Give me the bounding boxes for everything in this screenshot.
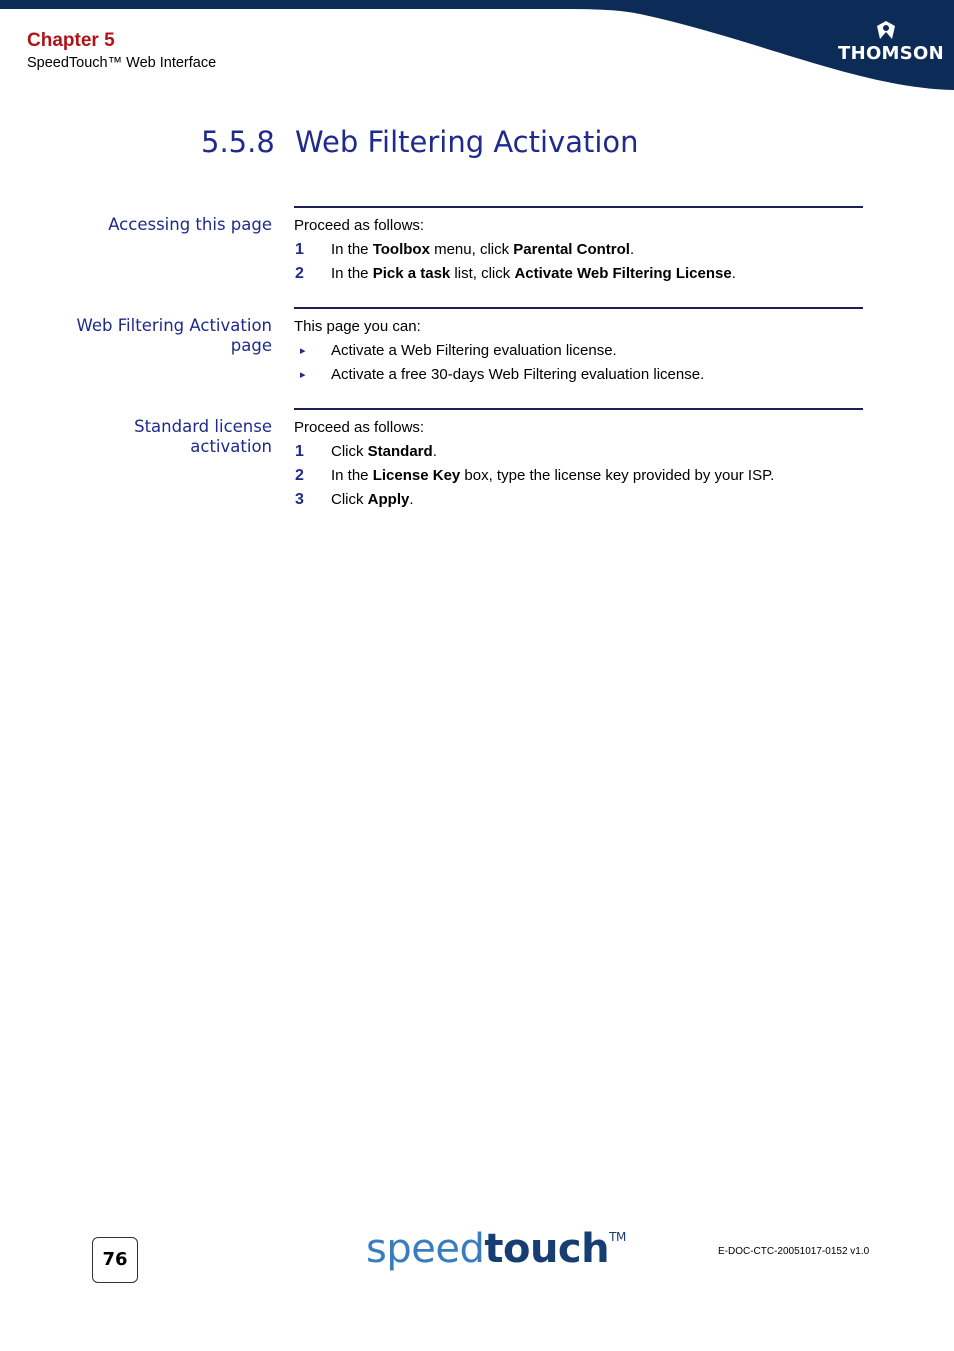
side-label-line: page	[230, 336, 272, 355]
step-number: 3	[295, 491, 304, 508]
step-row	[294, 464, 863, 488]
side-label-line: Standard license	[134, 417, 272, 436]
thomson-emblem-icon	[875, 20, 897, 40]
section-title: Web Filtering Activation	[295, 125, 639, 159]
bullet-text: Activate a free 30-days Web Filtering evaluation license.	[331, 366, 705, 383]
brand-bold: touch	[484, 1226, 610, 1272]
section-rule	[294, 408, 863, 410]
step-text: In the Pick a task list, click Activate Web Filtering License.	[331, 265, 736, 282]
logo-text: THOMSON	[838, 43, 944, 64]
document-id: E-DOC-CTC-20051017-0152 v1.0	[718, 1246, 870, 1257]
step-text: In the Toolbox menu, click Parental Control.	[331, 241, 635, 258]
bullet-arrow-icon: ▸	[300, 369, 306, 381]
step-text: Click Apply.	[331, 491, 414, 508]
side-label-accessing	[72, 215, 272, 235]
section-rule	[294, 307, 863, 309]
brand-light: speed	[366, 1226, 485, 1272]
step-row	[294, 262, 863, 286]
section-rule	[294, 206, 863, 208]
step-number: 1	[295, 443, 304, 460]
step-text: In the License Key box, type the license key provided by your ISP.	[331, 467, 775, 484]
intro-text: Proceed as follows:	[294, 419, 425, 436]
block-standard-license	[294, 416, 863, 512]
page-number: 76	[92, 1237, 138, 1283]
step-number: 1	[295, 241, 304, 258]
step-row	[294, 488, 863, 512]
side-label-line: Accessing this page	[108, 215, 272, 234]
block-web-filtering-page	[294, 315, 863, 387]
side-label-line: activation	[190, 437, 272, 456]
thomson-logo	[838, 20, 944, 70]
bullet-item	[294, 363, 863, 387]
bullet-text: Activate a Web Filtering evaluation license.	[331, 342, 617, 359]
speedtouch-logo	[366, 1226, 626, 1272]
step-number: 2	[295, 265, 304, 282]
header-banner	[0, 0, 954, 100]
bullet-arrow-icon: ▸	[300, 345, 306, 357]
intro-text: This page you can:	[294, 318, 421, 335]
chapter-label: Chapter 5	[27, 30, 115, 51]
section-number: 5.5.8	[201, 125, 275, 159]
bullet-item	[294, 339, 863, 363]
side-label-standard-license	[72, 417, 272, 457]
side-label-line: Web Filtering Activation	[76, 316, 272, 335]
step-row	[294, 440, 863, 464]
side-label-web-filtering-page	[72, 316, 272, 356]
step-row	[294, 238, 863, 262]
chapter-subtitle: SpeedTouch™ Web Interface	[27, 55, 217, 71]
section-heading	[201, 125, 639, 159]
block-accessing	[294, 214, 863, 286]
step-text: Click Standard.	[331, 443, 437, 460]
brand-tm: TM	[609, 1230, 626, 1244]
step-number: 2	[295, 467, 304, 484]
intro-text: Proceed as follows:	[294, 217, 425, 234]
